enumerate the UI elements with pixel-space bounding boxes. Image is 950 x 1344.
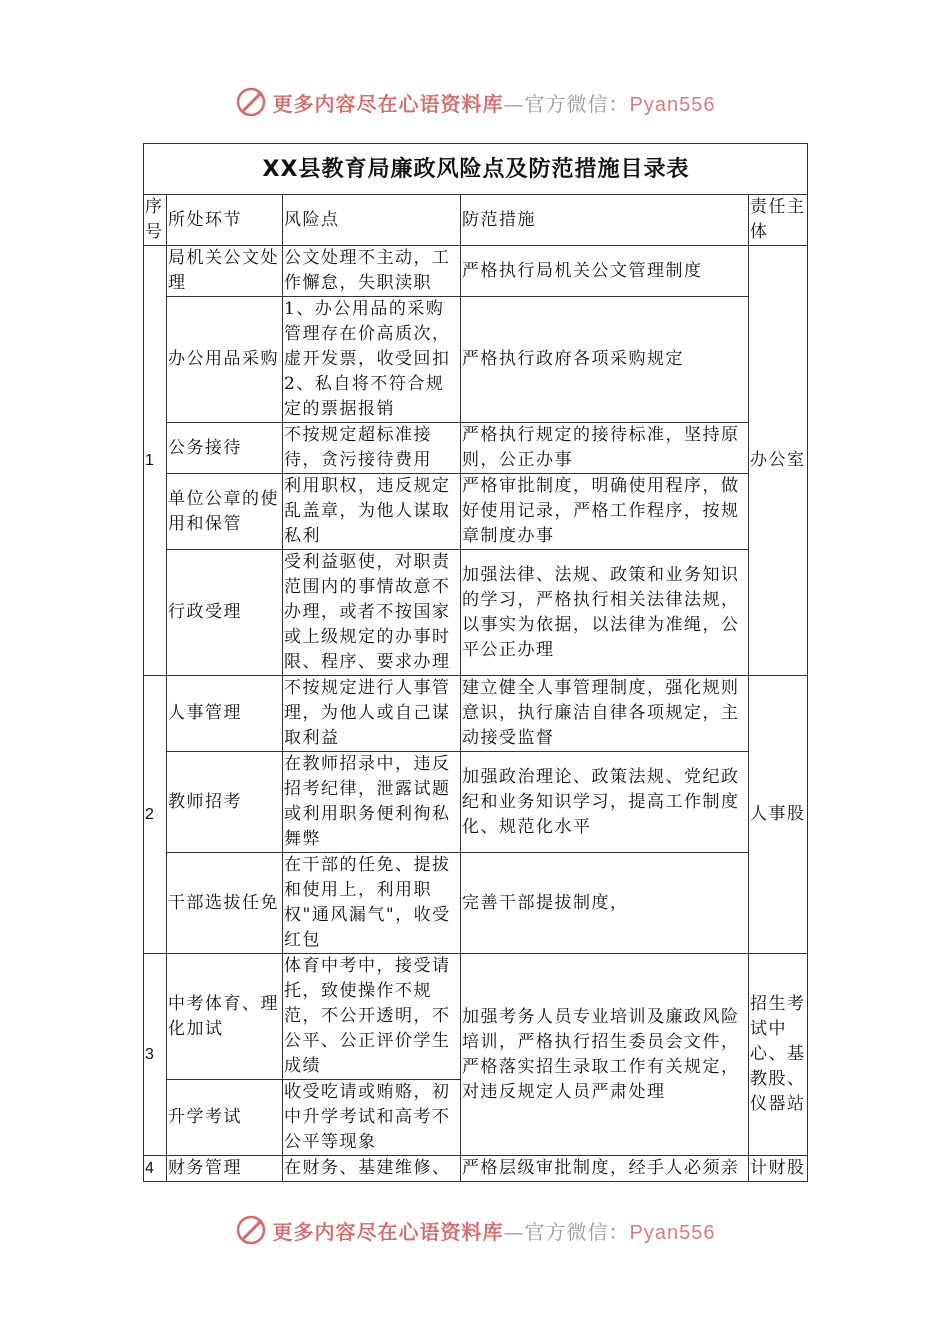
- row-measure: 严格审批制度，明确使用程序，做好使用记录，严格工作程序，按规章制度办事: [461, 474, 749, 550]
- banner-wechat-label: 官方微信：: [524, 91, 630, 116]
- row-risk: 利用职权，违反规定乱盖章，为他人谋取私利: [283, 474, 461, 550]
- row-stage: 局机关公文处理: [167, 246, 283, 297]
- table-title: XX县教育局廉政风险点及防范措施目录表: [144, 144, 808, 195]
- group-3-measure: 加强考务人员专业培训及廉政风险培训，严格执行招生委员会文件，严格落实招生录取工作有关规定，对违反规定人员严肃处理: [461, 954, 749, 1156]
- row-stage: 教师招考: [167, 752, 283, 853]
- table-row: [144, 676, 808, 752]
- group-3-owner: 招生考试中心、基教股、仪器站: [749, 954, 808, 1156]
- group-1-owner: 办公室: [749, 246, 808, 676]
- table-row: [144, 423, 808, 474]
- row-stage: 单位公章的使用和保管: [167, 474, 283, 550]
- row-stage: 公务接待: [167, 423, 283, 474]
- row-stage: 人事管理: [167, 676, 283, 752]
- row-stage: 干部选拔任免: [167, 853, 283, 954]
- row-measure: 严格执行局机关公文管理制度: [461, 246, 749, 297]
- row-stage: 行政受理: [167, 550, 283, 676]
- row-stage: 升学考试: [167, 1080, 283, 1156]
- row-measure: 严格执行规定的接待标准，坚持原则，公正办事: [461, 423, 749, 474]
- pen-logo-icon: [235, 85, 269, 119]
- row-risk: 受利益驱使，对职责范围内的事情故意不办理，或者不按国家或上级规定的办事时限、程序、要求办理: [283, 550, 461, 676]
- row-stage: 办公用品采购: [167, 297, 283, 423]
- header-owner: 责任主体: [749, 195, 808, 246]
- row-risk: 在财务、基建维修、: [283, 1156, 461, 1182]
- row-stage: 财务管理: [167, 1156, 283, 1182]
- banner-dash: —: [503, 1219, 525, 1244]
- group-4-owner: 计财股: [749, 1156, 808, 1182]
- row-risk: 在教师招录中，违反招考纪律，泄露试题或利用职务便利徇私舞弊: [283, 752, 461, 853]
- row-measure: 严格执行政府各项采购规定: [461, 297, 749, 423]
- header-risk: 风险点: [283, 195, 461, 246]
- table-row: [144, 853, 808, 954]
- table-row: [144, 752, 808, 853]
- header-stage: 所处环节: [167, 195, 283, 246]
- header-seq: 序号: [144, 195, 167, 246]
- row-risk: 收受吃请或贿赂，初中升学考试和高考不公平等现象: [283, 1080, 461, 1156]
- table-row: [144, 954, 808, 1080]
- group-2-seq: 2: [144, 676, 167, 954]
- banner-wechat-id: Pyan556: [629, 1221, 716, 1244]
- banner-dash: —: [503, 91, 525, 116]
- table-row: [144, 1156, 808, 1182]
- table-row: [144, 246, 808, 297]
- table-row: [144, 297, 808, 423]
- row-risk: 在干部的任免、提拔和使用上，利用职权"通风漏气"，收受红包: [283, 853, 461, 954]
- footer-watermark-banner: [0, 1210, 950, 1250]
- header-watermark-banner: [0, 82, 950, 122]
- row-risk: 不按规定进行人事管理，为他人或自己谋取利益: [283, 676, 461, 752]
- banner-text: [273, 1216, 716, 1245]
- header-measure: 防范措施: [461, 195, 749, 246]
- group-1-seq: 1: [144, 246, 167, 676]
- group-4-seq: 4: [144, 1156, 167, 1182]
- row-stage: 中考体育、理化加试: [167, 954, 283, 1080]
- row-risk: 公文处理不主动，工作懈怠，失职渎职: [283, 246, 461, 297]
- table-row: [144, 550, 808, 676]
- row-risk: 1、办公用品的采购管理存在价高质次，虚开发票，收受回扣2、私自将不符合规定的票据报销: [283, 297, 461, 423]
- row-risk: 不按规定超标准接待，贪污接待费用: [283, 423, 461, 474]
- row-measure: 完善干部提拔制度，: [461, 853, 749, 954]
- row-risk: 体育中考中，接受请托，致使操作不规范，不公开透明，不公平、公正评价学生成绩: [283, 954, 461, 1080]
- banner-brand: 更多内容尽在心语资料库: [272, 91, 504, 116]
- row-measure: 加强法律、法规、政策和业务知识的学习，严格执行相关法律法规，以事实为依据，以法律为准绳，公平公正办理: [461, 550, 749, 676]
- banner-text: [273, 88, 716, 117]
- banner-wechat-label: 官方微信：: [524, 1219, 630, 1244]
- risk-catalog-table: [143, 143, 808, 1182]
- banner-wechat-id: Pyan556: [629, 93, 716, 116]
- banner-brand: 更多内容尽在心语资料库: [272, 1219, 504, 1244]
- row-measure: 建立健全人事管理制度，强化规则意识，执行廉洁自律各项规定，主动接受监督: [461, 676, 749, 752]
- row-measure: 严格层级审批制度，经手人必须亲: [461, 1156, 749, 1182]
- row-measure: 加强政治理论、政策法规、党纪政纪和业务知识学习，提高工作制度化、规范化水平: [461, 752, 749, 853]
- table-row: [144, 474, 808, 550]
- group-3-seq: 3: [144, 954, 167, 1156]
- pen-logo-icon: [235, 1213, 269, 1247]
- group-2-owner: 人事股: [749, 676, 808, 954]
